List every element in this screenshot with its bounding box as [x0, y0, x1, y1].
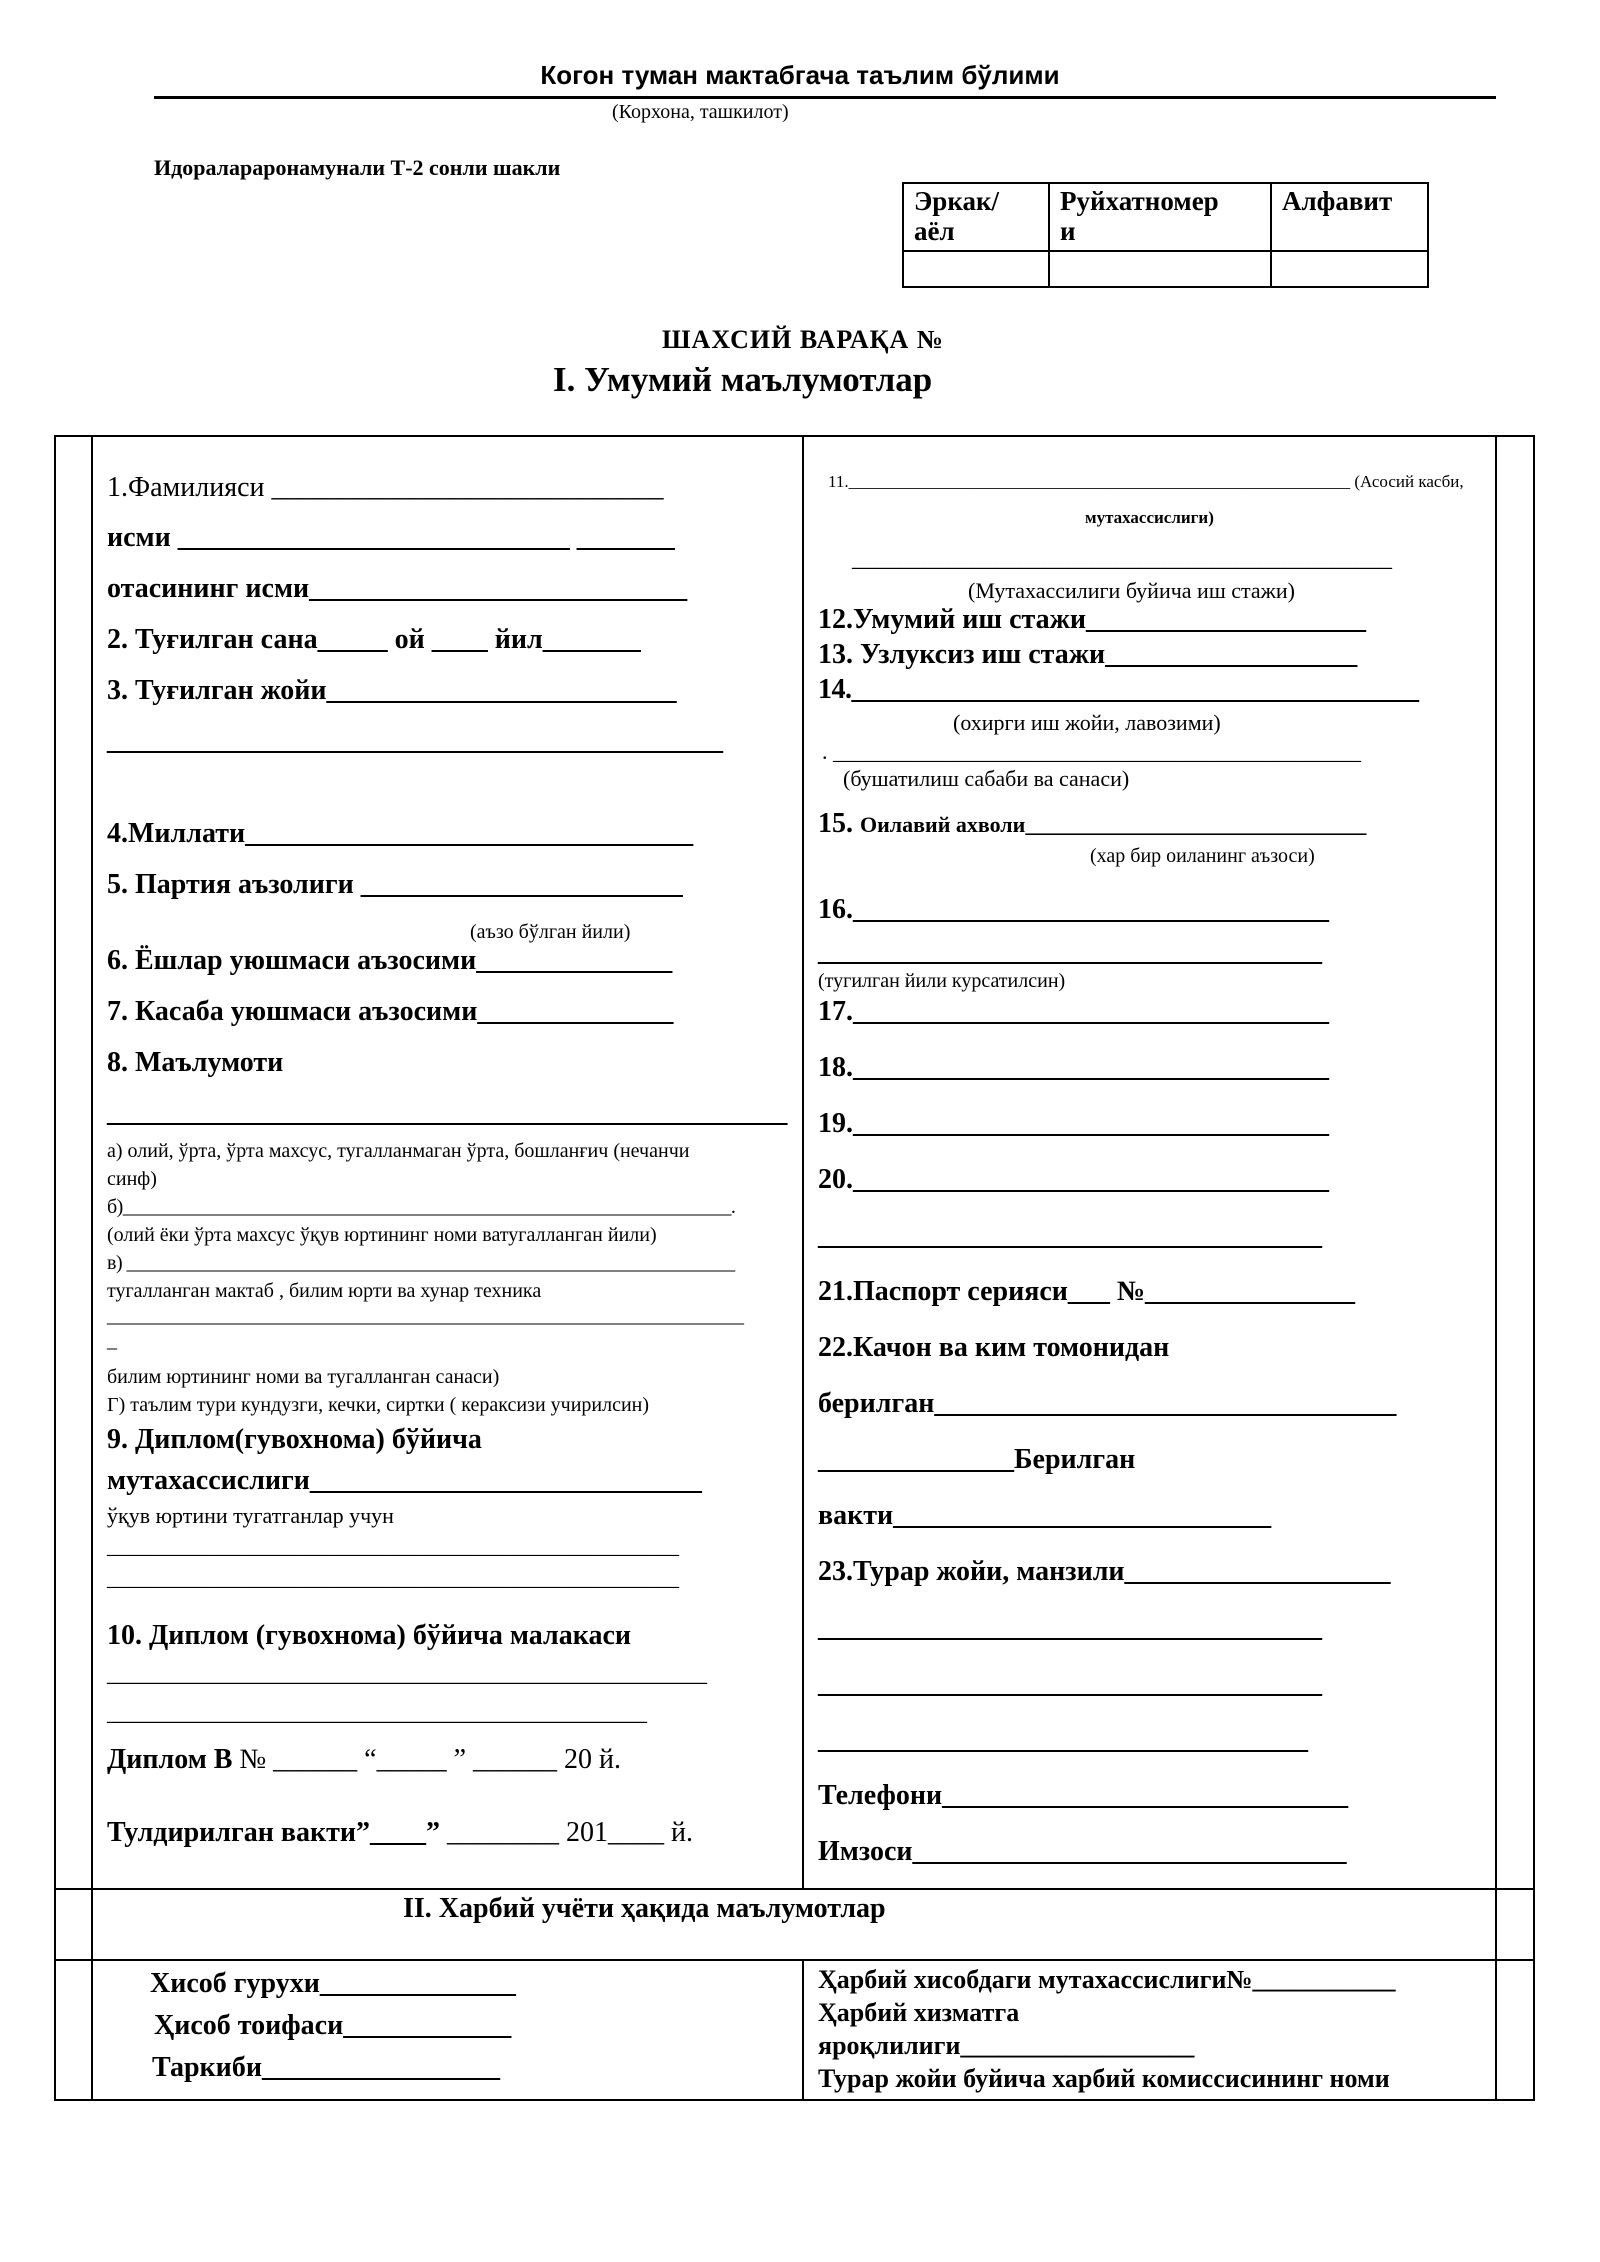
military-specialty[interactable]: Ҳарбий хисобдаги мутахассислиги№___________: [818, 1965, 1396, 1994]
codes-registry-cell[interactable]: [1049, 251, 1271, 287]
frame-inner-right: [1495, 435, 1497, 2101]
military-category[interactable]: Ҳисоб тоифаси____________: [154, 2010, 512, 2041]
frame-divider-2: [54, 1959, 1535, 1961]
frame-center-lower: [802, 1959, 804, 2101]
military-service-fitness[interactable]: яроқлилиги__________________: [818, 2031, 1195, 2060]
field-address[interactable]: 23.Турар жойи, манзили___________________: [818, 1556, 1391, 1587]
section-2-title: II. Харбий учёти ҳақида маълумотлар: [403, 1893, 886, 1924]
field-20-line[interactable]: ____________________________________: [818, 1220, 1322, 1251]
form-name: Идоралараронамунали Т-2 сонли шакли: [154, 155, 561, 180]
field-18[interactable]: 18.__________________________________: [818, 1052, 1329, 1083]
filled-date[interactable]: Тулдирилган вакти”____” ________ 201____ й.: [107, 1817, 693, 1848]
field-issued-by[interactable]: берилган_________________________________: [818, 1388, 1397, 1419]
diploma-qualification-label: 10. Диплом (гувохнома) бўйича малакаси: [107, 1620, 632, 1651]
frame-bottom: [54, 2099, 1535, 2101]
education-b-line[interactable]: б)________________________________________________________________.: [107, 1196, 736, 1218]
field-marital-status[interactable]: 15. Оилавий ахволи_______________________________: [818, 808, 1367, 839]
field-signature[interactable]: Имзоси_______________________________: [818, 1836, 1347, 1867]
field-party[interactable]: 5. Партия аъзолиги _______________________: [107, 869, 683, 900]
education-level-a: а) олий, ўрта, ўрта махсус, тугалланмаган ўрта, бошланғич (нечанчи: [107, 1140, 690, 1162]
field-issued-date[interactable]: вакти___________________________: [818, 1500, 1272, 1531]
military-commission[interactable]: Турар жойи буйича харбий комиссисининг номи: [818, 2064, 1390, 2093]
field-passport[interactable]: 21.Паспорт серияси___ №_______________: [818, 1276, 1356, 1307]
field-patronymic[interactable]: отасининг исми___________________________: [107, 573, 688, 604]
field-17[interactable]: 17.__________________________________: [818, 996, 1329, 1027]
field-20[interactable]: 20.__________________________________: [818, 1164, 1329, 1195]
field-phone[interactable]: Телефони_____________________________: [818, 1780, 1349, 1811]
education-v-caption: тугалланган мактаб , билим юрти ва хунар техника: [107, 1280, 542, 1302]
frame-top: [54, 435, 1535, 437]
frame-center: [802, 435, 804, 1890]
field-party-caption: (аъзо бўлган йили): [470, 921, 631, 943]
field-total-experience[interactable]: 12.Умумий иш стажи____________________: [818, 604, 1367, 635]
organization-caption: (Корхона, ташкилот): [612, 101, 789, 123]
field-19[interactable]: 19.__________________________________: [818, 1108, 1329, 1139]
codes-registry-header: Руйхатномер и: [1049, 183, 1271, 251]
field-dismissal-line[interactable]: . ________________________________________________: [822, 739, 1361, 764]
field-main-profession-cont: мутахассислиги): [1085, 508, 1214, 527]
field-16-line[interactable]: ____________________________________: [818, 936, 1322, 967]
field-education-line[interactable]: __________________________________________________: [107, 1097, 788, 1128]
field-surname[interactable]: 1.Фамилияси ____________________________: [107, 472, 664, 503]
sheet-title: ШАХСИЙ ВАРАҚА №: [662, 325, 944, 354]
education-form: Г) таълим тури кундузги, кечки, сиртки ( кераксизи учирилсин): [107, 1394, 650, 1416]
field-specialty-experience-caption: (Мутахассилиги буйича иш стажи): [968, 578, 1295, 603]
field-specialty-experience-line[interactable]: _____________________________________________: [852, 546, 1392, 572]
field-birthplace-line[interactable]: ____________________________________________: [107, 725, 723, 756]
field-issued-label[interactable]: ______________Берилган: [818, 1444, 1136, 1475]
field-trade-union[interactable]: 7. Касаба уюшмаси аъзосими______________: [107, 996, 674, 1027]
military-composition[interactable]: Таркиби_________________: [152, 2052, 500, 2083]
field-address-line-3[interactable]: ___________________________________: [818, 1724, 1308, 1755]
field-marital-caption: (хар бир оиланинг аъзоси): [1090, 845, 1315, 867]
header-rule: [154, 96, 1496, 99]
frame-inner-left: [91, 435, 93, 2101]
education-v-dash: _: [107, 1330, 117, 1352]
field-address-line-2[interactable]: ____________________________________: [818, 1668, 1322, 1699]
field-last-job[interactable]: 14.__________________________________________: [818, 674, 1419, 705]
field-address-line-1[interactable]: ____________________________________: [818, 1612, 1322, 1643]
education-v-blank[interactable]: ___________________________________________________________________: [107, 1305, 744, 1327]
diploma-specialty-label: 9. Диплом(гувохнома) бўйича: [107, 1424, 482, 1455]
field-dismissal-caption: (бушатилиш сабаби ва санаси): [843, 766, 1130, 791]
diploma-specialty-field[interactable]: мутахассислиги____________________________: [107, 1465, 702, 1496]
field-birthplace[interactable]: 3. Туғилган жойи_________________________: [107, 675, 677, 706]
organization-name: Когон туман мактабгача таълим бўлими: [540, 60, 1060, 90]
military-service-label: Ҳарбий хизматга: [818, 1998, 1020, 2027]
field-issued-by-label: 22.Качон ва ким томонидан: [818, 1332, 1170, 1363]
education-level-a-cont: синф): [107, 1168, 157, 1190]
graduates-line-2[interactable]: ____________________________________________________: [107, 1565, 679, 1590]
field-last-job-caption: (охирги иш жойи, лавозими): [953, 710, 1221, 735]
field-continuous-experience[interactable]: 13. Узлуксиз иш стажи__________________: [818, 639, 1358, 670]
education-v-caption-2: билим юртининг номи ва тугалланган санаси): [107, 1366, 500, 1388]
field-name[interactable]: исми ____________________________ _______: [107, 522, 675, 553]
graduates-line-1[interactable]: ____________________________________________________: [107, 1533, 679, 1558]
codes-gender-header: Эркак/ аёл: [903, 183, 1049, 251]
qualification-line-2[interactable]: _____________________________________________: [107, 1700, 647, 1726]
section-1-title: I. Умумий маълумотлар: [553, 360, 933, 399]
codes-alphabet-cell[interactable]: [1271, 251, 1428, 287]
codes-gender-cell[interactable]: [903, 251, 1049, 287]
field-16-caption: (тугилган йили курсатилсин): [818, 970, 1066, 992]
field-main-profession[interactable]: 11.___________________________________________________________ (Асосий касби,: [828, 472, 1464, 491]
qualification-line-1[interactable]: __________________________________________________: [107, 1661, 707, 1687]
codes-table: [902, 182, 1429, 288]
education-b-caption: (олий ёки ўрта махсус ўқув юртининг номи ватугалланган йили): [107, 1224, 657, 1246]
frame-right: [1533, 435, 1535, 2101]
field-16[interactable]: 16.__________________________________: [818, 894, 1329, 925]
graduates-caption: ўқув юртини тугатганлар учун: [107, 1503, 394, 1528]
education-v-line[interactable]: в) ________________________________________________________________: [107, 1252, 735, 1274]
field-education: 8. Маълумоти: [107, 1047, 284, 1078]
field-youth-union[interactable]: 6. Ёшлар уюшмаси аъзосими______________: [107, 945, 673, 976]
codes-alphabet-header: Алфавит: [1271, 183, 1428, 251]
frame-left: [54, 435, 56, 2101]
diploma-number[interactable]: Диплом В № ______ “_____ ” ______ 20 й.: [107, 1744, 622, 1775]
field-birthdate[interactable]: 2. Туғилган сана_____ ой ____ йил_______: [107, 624, 641, 655]
field-nationality[interactable]: 4.Миллати________________________________: [107, 818, 694, 849]
military-group[interactable]: Хисоб гурухи______________: [150, 1968, 516, 1999]
